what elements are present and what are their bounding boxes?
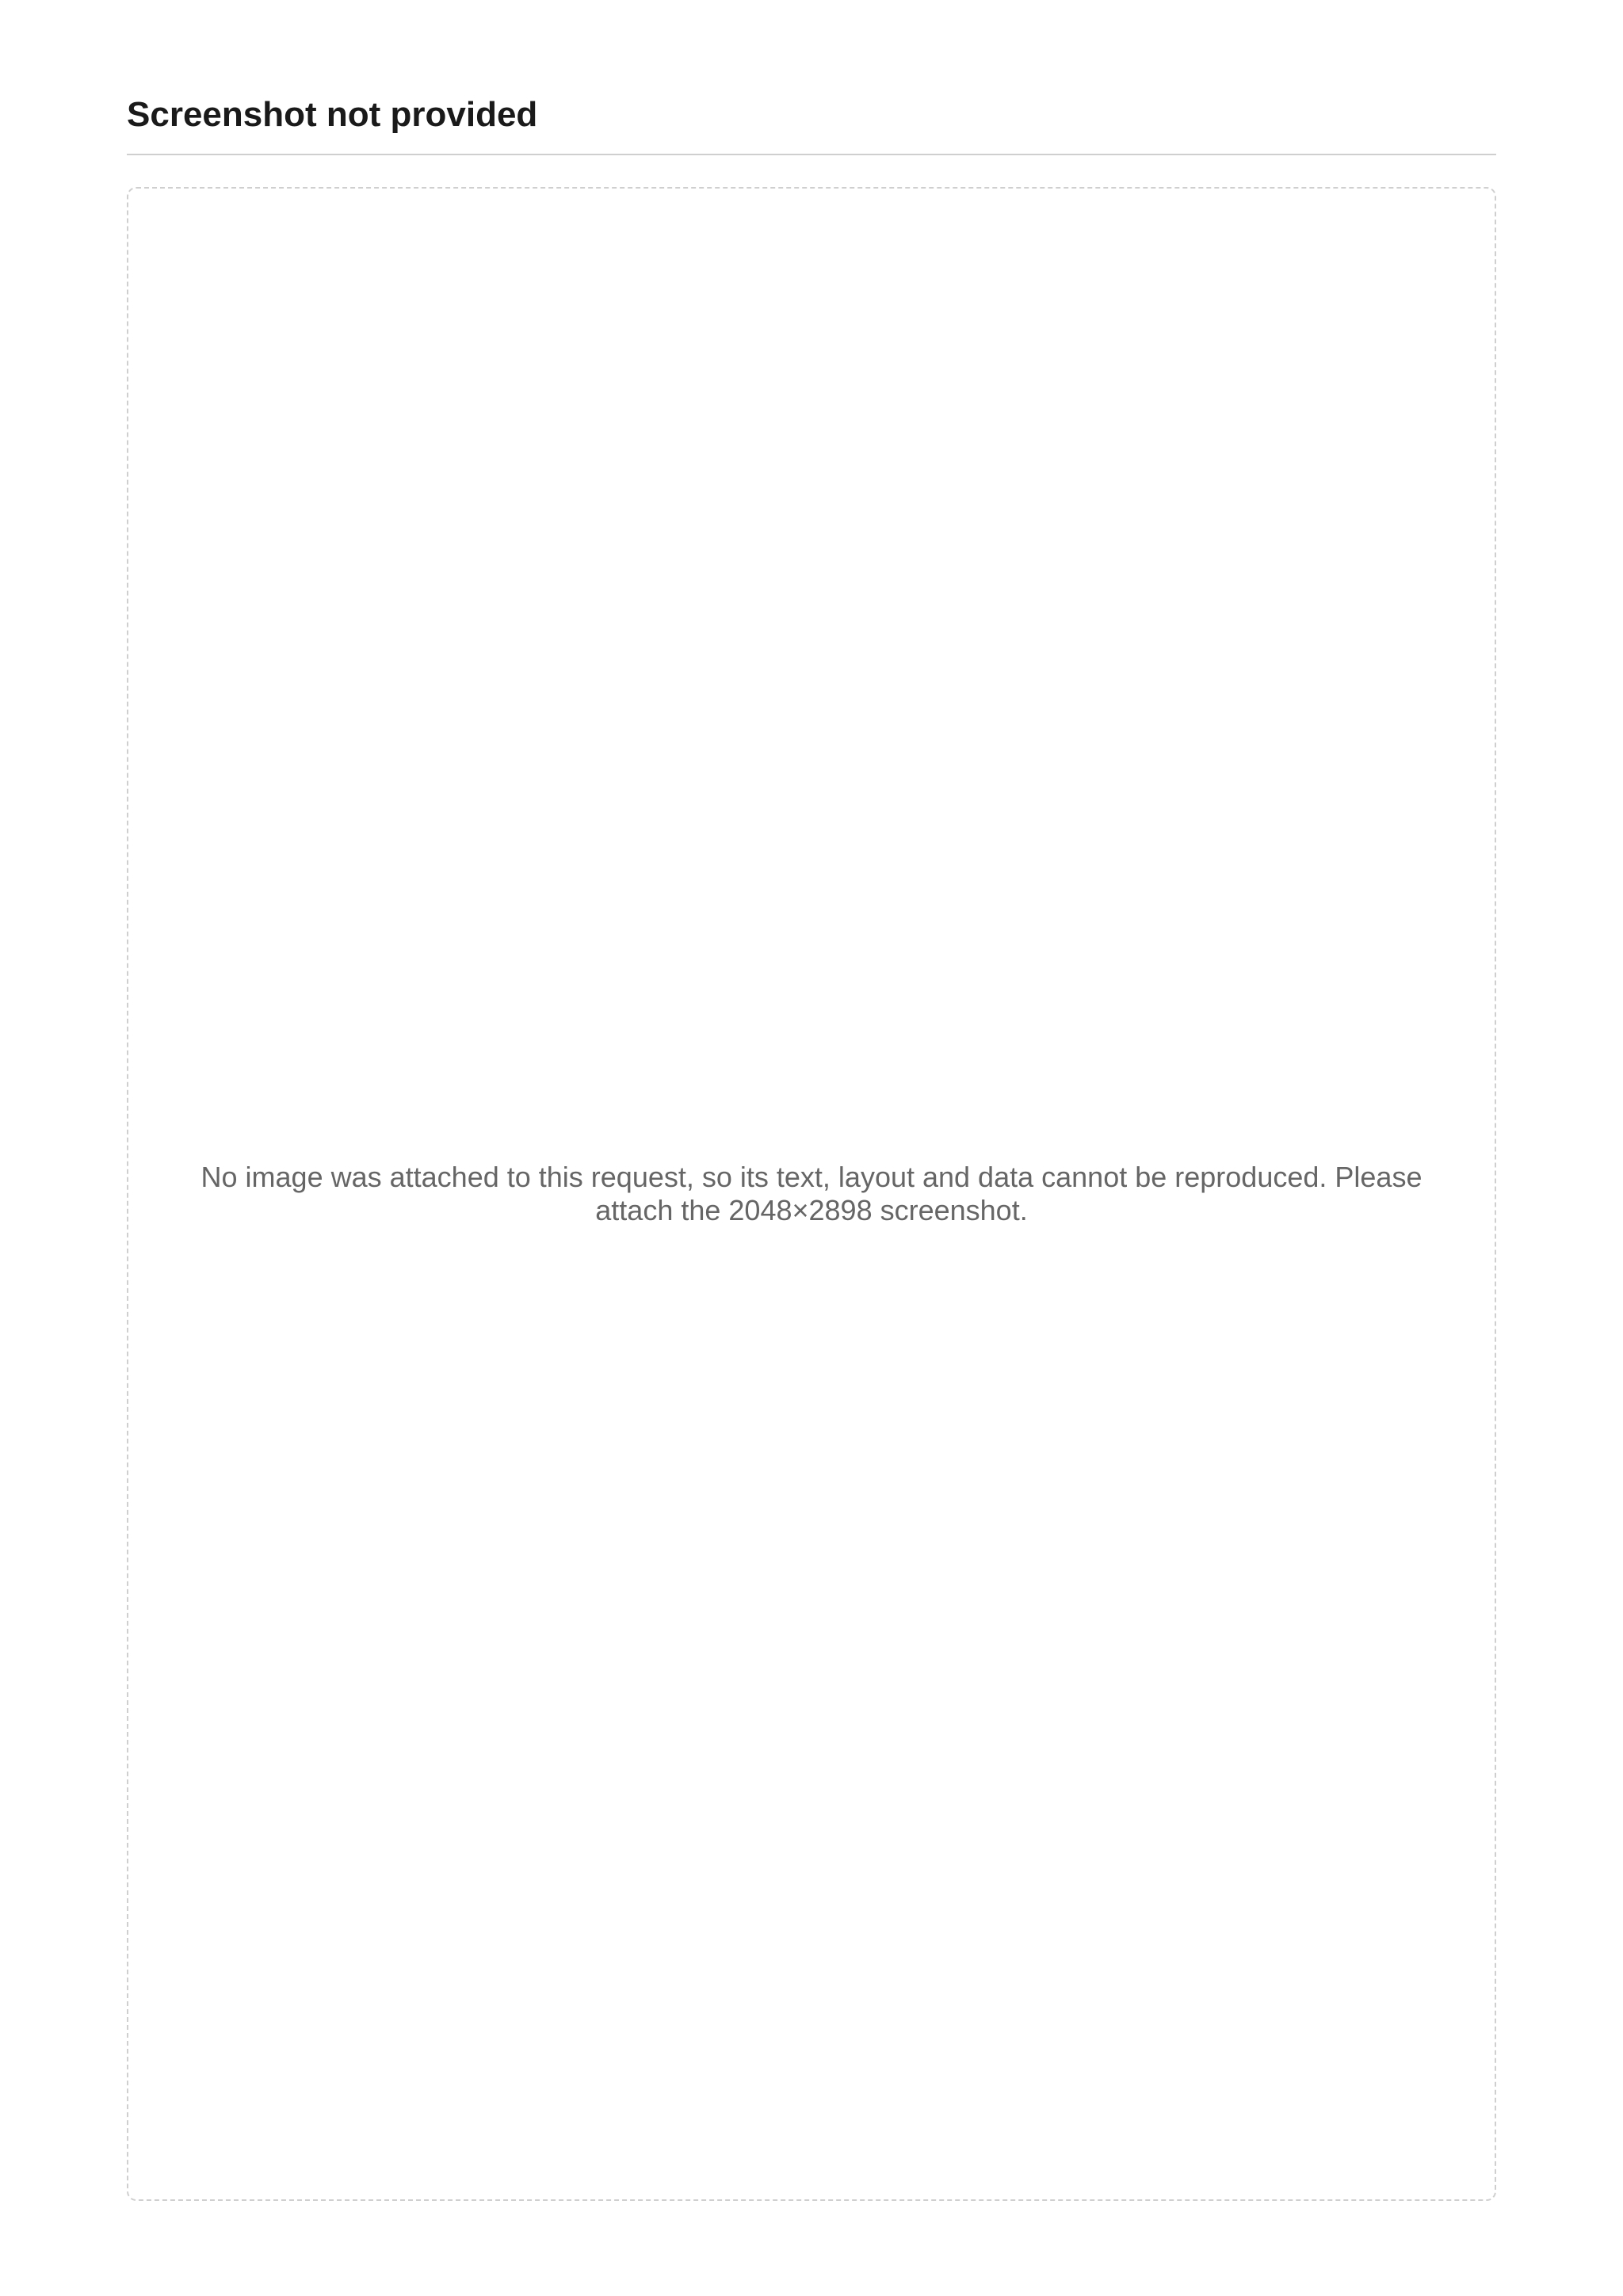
missing-image-notice: No image was attached to this request, so its text, layout and data cannot be reproduced. Please attach the 2048×2898 screenshot.: [127, 187, 1496, 2201]
page-title: Screenshot not provided: [127, 95, 1496, 155]
